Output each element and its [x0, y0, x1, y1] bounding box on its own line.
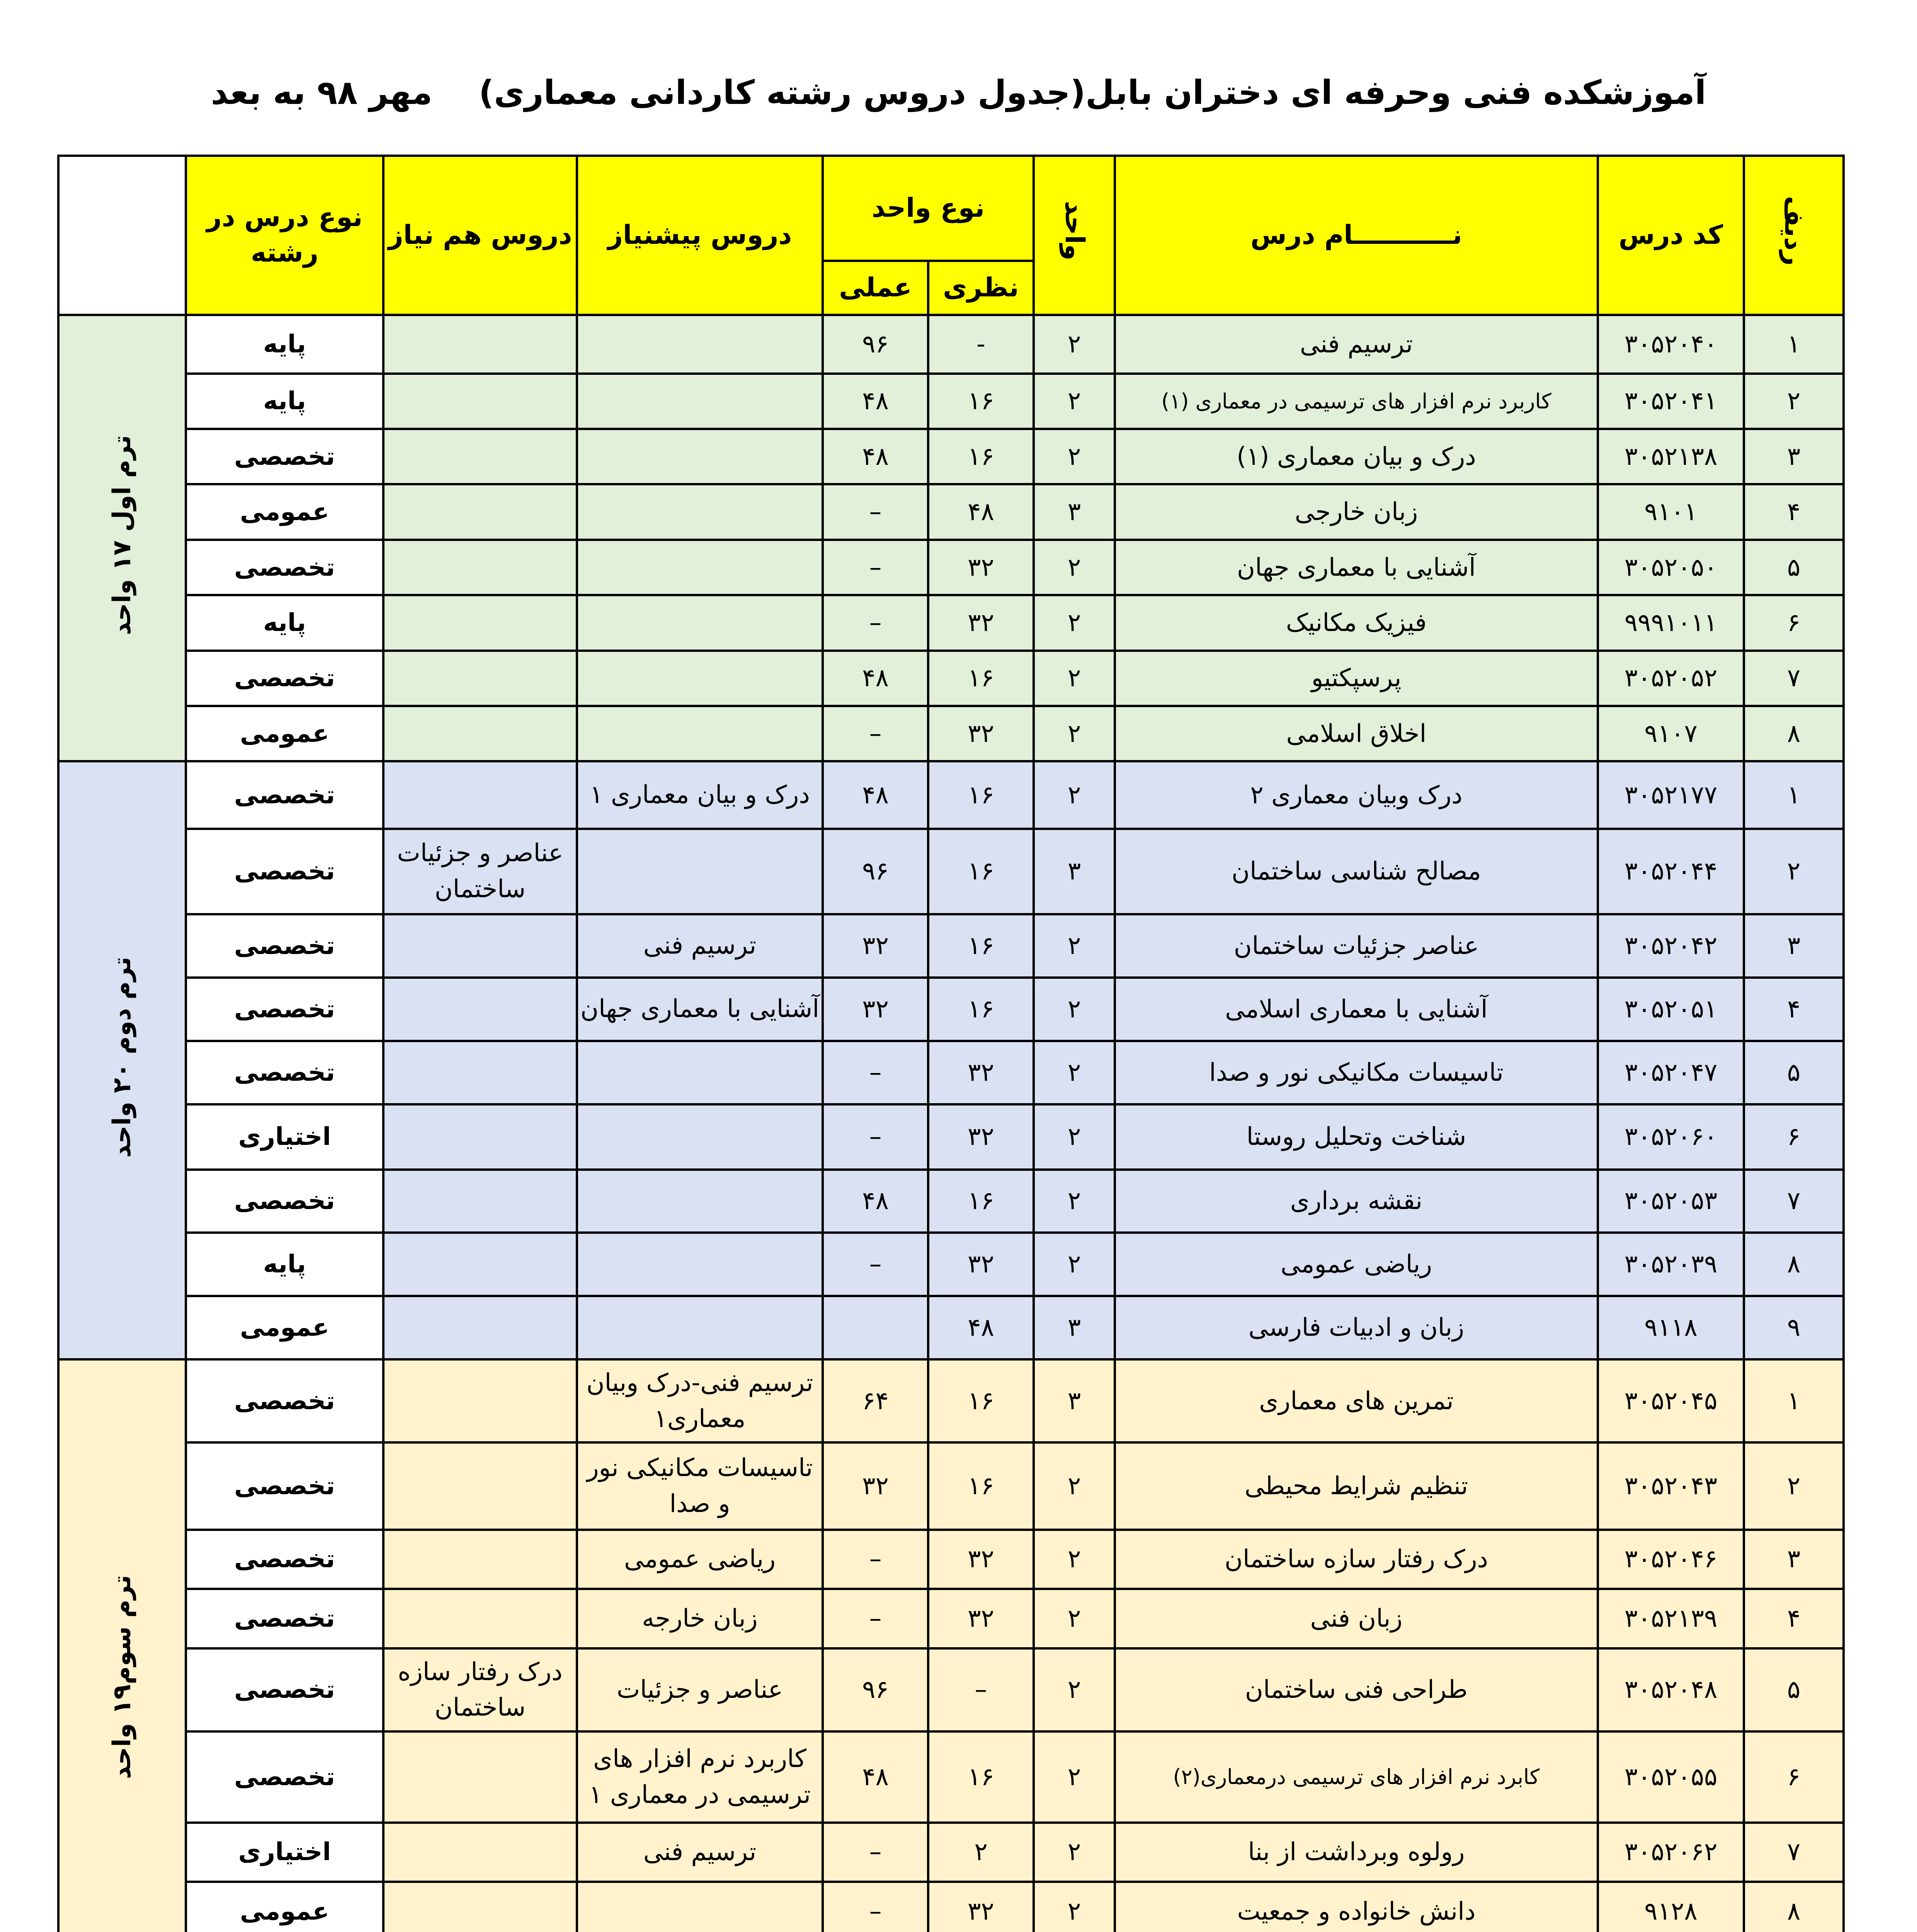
course-code-cell: ۳۰۵۲۰۴۱: [1598, 374, 1744, 429]
prerequisite-cell: ترسیم فنی-درک وبیان معماری۱: [577, 1359, 823, 1442]
theory-hours-cell: ۴۸: [928, 1296, 1034, 1359]
course-name-cell: تاسیسات مکانیکی نور و صدا: [1115, 1041, 1598, 1104]
row-number-cell: ۸: [1744, 1882, 1844, 1932]
table-body: [58, 315, 1844, 1932]
theory-hours-cell: ۳۲: [928, 1882, 1034, 1932]
course-name-cell: درک رفتار سازه ساختمان: [1115, 1530, 1598, 1589]
course-code-cell: ۳۰۵۲۰۴۸: [1598, 1648, 1744, 1731]
header-row-number: ردیف: [1744, 156, 1844, 315]
practical-hours-cell: ۴۸: [823, 374, 928, 429]
course-code-cell: ۹۱۱۸: [1598, 1296, 1744, 1359]
course-code-cell: ۳۰۵۲۰۵۳: [1598, 1170, 1744, 1233]
units-cell: ۲: [1034, 1648, 1115, 1731]
corequisite-cell: [383, 1882, 577, 1932]
theory-hours-cell: –: [928, 1648, 1034, 1731]
row-number-cell: ۷: [1744, 1823, 1844, 1882]
units-cell: ۲: [1034, 978, 1115, 1041]
table-row: [58, 1359, 1844, 1442]
practical-hours-cell: ۳۲: [823, 914, 928, 978]
table-row: [58, 651, 1844, 706]
corequisite-cell: [383, 1530, 577, 1589]
practical-hours-cell: ۳۲: [823, 978, 928, 1041]
theory-hours-cell: ۱۶: [928, 1170, 1034, 1233]
theory-hours-cell: -: [928, 315, 1034, 374]
course-name-cell: شناخت وتحلیل روستا: [1115, 1104, 1598, 1170]
course-code-cell: ۳۰۵۲۰۶۰: [1598, 1104, 1744, 1170]
theory-hours-cell: ۱۶: [928, 1731, 1034, 1823]
course-type-cell: عمومی: [186, 1296, 383, 1359]
course-name-cell: اخلاق اسلامی: [1115, 706, 1598, 761]
corequisite-cell: [383, 540, 577, 595]
practical-hours-cell: –: [823, 484, 928, 539]
corequisite-cell: [383, 706, 577, 761]
course-type-cell: تخصصی: [186, 1359, 383, 1442]
course-name-cell: نقشه برداری: [1115, 1170, 1598, 1233]
header-course-type: نوع درس در رشته: [186, 156, 383, 315]
practical-hours-cell: ۹۶: [823, 315, 928, 374]
units-cell: ۲: [1034, 429, 1115, 484]
table-row: [58, 1648, 1844, 1731]
course-type-cell: تخصصی: [186, 978, 383, 1041]
units-cell: ۲: [1034, 540, 1115, 595]
table-row: [58, 1104, 1844, 1170]
table-row: [58, 1731, 1844, 1823]
header-corequisites: دروس هم نیاز: [383, 156, 577, 315]
practical-hours-cell: ۳۲: [823, 1442, 928, 1529]
practical-hours-cell: –: [823, 595, 928, 650]
units-cell: ۲: [1034, 1530, 1115, 1589]
table-row: [58, 706, 1844, 761]
units-cell: ۲: [1034, 1041, 1115, 1104]
corequisite-cell: [383, 315, 577, 374]
prerequisite-cell: عناصر و جزئیات: [577, 1648, 823, 1731]
row-number-cell: ۸: [1744, 1233, 1844, 1296]
corequisite-cell: [383, 595, 577, 650]
course-name-cell: مصالح شناسی ساختمان: [1115, 829, 1598, 914]
course-type-cell: تخصصی: [186, 651, 383, 706]
course-type-cell: پایه: [186, 374, 383, 429]
row-number-cell: ۱: [1744, 1359, 1844, 1442]
theory-hours-cell: ۳۲: [928, 1233, 1034, 1296]
prerequisite-cell: [577, 374, 823, 429]
course-code-cell: ۹۱۰۷: [1598, 706, 1744, 761]
prerequisite-cell: [577, 651, 823, 706]
theory-hours-cell: ۳۲: [928, 1589, 1034, 1648]
prerequisite-cell: [577, 540, 823, 595]
theory-hours-cell: ۱۶: [928, 1442, 1034, 1529]
course-code-cell: ۳۰۵۲۱۳۸: [1598, 429, 1744, 484]
row-number-cell: ۶: [1744, 595, 1844, 650]
course-name-cell: زبان فنی: [1115, 1589, 1598, 1648]
corequisite-cell: [383, 1731, 577, 1823]
row-number-cell: ۳: [1744, 429, 1844, 484]
units-cell: ۲: [1034, 1442, 1115, 1529]
course-code-cell: ۳۰۵۲۰۴۵: [1598, 1359, 1744, 1442]
corequisite-cell: [383, 1041, 577, 1104]
table-row: [58, 829, 1844, 914]
theory-hours-cell: ۱۶: [928, 761, 1034, 828]
practical-hours-cell: –: [823, 1882, 928, 1932]
theory-hours-cell: ۱۶: [928, 651, 1034, 706]
prerequisite-cell: [577, 315, 823, 374]
theory-hours-cell: ۱۶: [928, 374, 1034, 429]
row-number-cell: ۴: [1744, 484, 1844, 539]
course-type-cell: تخصصی: [186, 914, 383, 978]
corequisite-cell: [383, 484, 577, 539]
units-cell: ۲: [1034, 1589, 1115, 1648]
practical-hours-cell: ۹۶: [823, 1648, 928, 1731]
units-cell: ۲: [1034, 374, 1115, 429]
course-name-cell: آشنایی با معماری جهان: [1115, 540, 1598, 595]
prerequisite-cell: [577, 595, 823, 650]
prerequisite-cell: آشنایی با معماری جهان: [577, 978, 823, 1041]
prerequisite-cell: [577, 429, 823, 484]
practical-hours-cell: ۴۸: [823, 1731, 928, 1823]
units-cell: ۲: [1034, 651, 1115, 706]
corequisite-cell: [383, 1104, 577, 1170]
corequisite-cell: درک رفتار سازه ساختمان: [383, 1648, 577, 1731]
course-code-cell: ۳۰۵۲۰۴۲: [1598, 914, 1744, 978]
prerequisite-cell: کاربرد نرم افزار های ترسیمی در معماری ۱: [577, 1731, 823, 1823]
header-semester-blank: [58, 156, 186, 315]
course-name-cell: عناصر جزئیات ساختمان: [1115, 914, 1598, 978]
header-theory: نظری: [928, 261, 1034, 315]
course-type-cell: پایه: [186, 315, 383, 374]
semester-label-cell: [58, 761, 186, 1359]
units-cell: ۲: [1034, 1823, 1115, 1882]
row-number-cell: ۲: [1744, 829, 1844, 914]
table-row: [58, 1170, 1844, 1233]
row-number-cell: ۵: [1744, 1648, 1844, 1731]
prerequisite-cell: ترسیم فنی: [577, 1823, 823, 1882]
prerequisite-cell: [577, 1233, 823, 1296]
table-row: [58, 1233, 1844, 1296]
course-type-cell: تخصصی: [186, 761, 383, 828]
row-number-cell: ۶: [1744, 1104, 1844, 1170]
table-row: [58, 595, 1844, 650]
theory-hours-cell: ۱۶: [928, 978, 1034, 1041]
units-cell: ۳: [1034, 829, 1115, 914]
row-number-cell: ۱: [1744, 315, 1844, 374]
course-code-cell: ۳۰۵۲۰۵۲: [1598, 651, 1744, 706]
corequisite-cell: [383, 1233, 577, 1296]
units-cell: ۲: [1034, 1233, 1115, 1296]
corequisite-cell: [383, 1589, 577, 1648]
theory-hours-cell: ۱۶: [928, 914, 1034, 978]
course-type-cell: تخصصی: [186, 540, 383, 595]
table-row: [58, 978, 1844, 1041]
semester-label-cell: [58, 1359, 186, 1932]
practical-hours-cell: [823, 1296, 928, 1359]
header-course-code: کد درس: [1598, 156, 1744, 315]
units-cell: ۲: [1034, 595, 1115, 650]
course-type-cell: تخصصی: [186, 1041, 383, 1104]
units-cell: ۲: [1034, 315, 1115, 374]
course-type-cell: اختیاری: [186, 1823, 383, 1882]
course-type-cell: عمومی: [186, 484, 383, 539]
row-number-cell: ۹: [1744, 1296, 1844, 1359]
row-number-cell: ۳: [1744, 1530, 1844, 1589]
practical-hours-cell: –: [823, 1041, 928, 1104]
theory-hours-cell: ۳۲: [928, 1104, 1034, 1170]
theory-hours-cell: ۱۶: [928, 429, 1034, 484]
course-code-cell: ۳۰۵۲۰۵۱: [1598, 978, 1744, 1041]
units-cell: ۳: [1034, 1359, 1115, 1442]
practical-hours-cell: ۴۸: [823, 429, 928, 484]
row-number-cell: ۲: [1744, 374, 1844, 429]
corequisite-cell: [383, 429, 577, 484]
units-cell: ۲: [1034, 1104, 1115, 1170]
table-row: [58, 761, 1844, 828]
practical-hours-cell: –: [823, 1104, 928, 1170]
units-cell: ۲: [1034, 1170, 1115, 1233]
prerequisite-cell: ترسیم فنی: [577, 914, 823, 978]
prerequisite-cell: زبان خارجه: [577, 1589, 823, 1648]
prerequisite-cell: [577, 829, 823, 914]
table-row: [58, 1589, 1844, 1648]
course-code-cell: ۹۱۲۸: [1598, 1882, 1744, 1932]
units-cell: ۲: [1034, 706, 1115, 761]
course-type-cell: عمومی: [186, 1882, 383, 1932]
course-type-cell: تخصصی: [186, 829, 383, 914]
table-header: [58, 156, 1844, 315]
prerequisite-cell: [577, 1170, 823, 1233]
course-type-cell: تخصصی: [186, 1589, 383, 1648]
corequisite-cell: [383, 914, 577, 978]
row-number-cell: ۲: [1744, 1442, 1844, 1529]
row-number-cell: ۸: [1744, 706, 1844, 761]
row-number-cell: ۵: [1744, 540, 1844, 595]
theory-hours-cell: ۳۲: [928, 540, 1034, 595]
course-type-cell: اختیاری: [186, 1104, 383, 1170]
header-practical: عملی: [823, 261, 928, 315]
table-row: [58, 1041, 1844, 1104]
header-unit-type: نوع واحد: [823, 156, 1034, 261]
course-type-cell: تخصصی: [186, 429, 383, 484]
course-name-cell: ریاضی عمومی: [1115, 1233, 1598, 1296]
practical-hours-cell: –: [823, 540, 928, 595]
course-code-cell: ۳۰۵۲۱۷۷: [1598, 761, 1744, 828]
prerequisite-cell: [577, 1882, 823, 1932]
prerequisite-cell: [577, 1041, 823, 1104]
prerequisite-cell: [577, 706, 823, 761]
title-date: مهر ۹۸ به بعد: [211, 73, 433, 112]
corequisite-cell: [383, 651, 577, 706]
corequisite-cell: [383, 1823, 577, 1882]
header-units: واحد: [1034, 156, 1115, 315]
row-number-cell: ۷: [1744, 1170, 1844, 1233]
course-type-cell: تخصصی: [186, 1648, 383, 1731]
prerequisite-cell: [577, 1296, 823, 1359]
table-row: [58, 540, 1844, 595]
course-name-cell: درک و بیان معماری (۱): [1115, 429, 1598, 484]
corequisite-cell: [383, 1296, 577, 1359]
practical-hours-cell: –: [823, 1233, 928, 1296]
row-number-cell: ۴: [1744, 978, 1844, 1041]
course-name-cell: ترسیم فنی: [1115, 315, 1598, 374]
row-number-cell: ۷: [1744, 651, 1844, 706]
course-code-cell: ۳۰۵۲۰۴۷: [1598, 1041, 1744, 1104]
page-title: [0, 73, 1917, 112]
course-type-cell: تخصصی: [186, 1442, 383, 1529]
course-name-cell: فیزیک مکانیک: [1115, 595, 1598, 650]
practical-hours-cell: –: [823, 1530, 928, 1589]
table-row: [58, 484, 1844, 539]
prerequisite-cell: [577, 484, 823, 539]
corequisite-cell: [383, 374, 577, 429]
course-type-cell: تخصصی: [186, 1731, 383, 1823]
course-code-cell: ۳۰۵۲۰۴۴: [1598, 829, 1744, 914]
table-row: [58, 315, 1844, 374]
course-name-cell: کاربرد نرم افزار های ترسیمی در معماری (۱): [1115, 374, 1598, 429]
theory-hours-cell: ۳۲: [928, 1530, 1034, 1589]
theory-hours-cell: ۱۶: [928, 1359, 1034, 1442]
table-row: [58, 1442, 1844, 1529]
course-name-cell: دانش خانواده و جمعیت: [1115, 1882, 1598, 1932]
course-name-cell: پرسپکتیو: [1115, 651, 1598, 706]
course-name-cell: آشنایی با معماری اسلامی: [1115, 978, 1598, 1041]
course-type-cell: عمومی: [186, 706, 383, 761]
corequisite-cell: [383, 1170, 577, 1233]
row-number-cell: ۶: [1744, 1731, 1844, 1823]
units-cell: ۲: [1034, 914, 1115, 978]
course-name-cell: تمرین های معماری: [1115, 1359, 1598, 1442]
prerequisite-cell: تاسیسات مکانیکی نور و صدا: [577, 1442, 823, 1529]
table-row: [58, 1530, 1844, 1589]
course-name-cell: طراحی فنی ساختمان: [1115, 1648, 1598, 1731]
course-code-cell: ۳۰۵۲۰۶۲: [1598, 1823, 1744, 1882]
title-text: آموزشکده فنی وحرفه ای دختران بابل(جدول دروس رشته کاردانی معماری): [479, 73, 1706, 112]
header-course-name: نـــــــــــام درس: [1115, 156, 1598, 315]
semester-label-cell: [58, 315, 186, 761]
course-type-cell: پایه: [186, 1233, 383, 1296]
prerequisite-cell: درک و بیان معماری ۱: [577, 761, 823, 828]
course-code-cell: ۳۰۵۲۰۳۹: [1598, 1233, 1744, 1296]
course-name-cell: کابرد نرم افزار های ترسیمی درمعماری(۲): [1115, 1731, 1598, 1823]
course-name-cell: درک وبیان معماری ۲: [1115, 761, 1598, 828]
corequisite-cell: [383, 761, 577, 828]
units-cell: ۳: [1034, 1296, 1115, 1359]
corequisite-cell: [383, 978, 577, 1041]
course-table: [57, 155, 1845, 1932]
course-code-cell: ۹۱۰۱: [1598, 484, 1744, 539]
table-row: [58, 1823, 1844, 1882]
units-cell: ۲: [1034, 1882, 1115, 1932]
course-name-cell: زبان خارجی: [1115, 484, 1598, 539]
table-row: [58, 374, 1844, 429]
header-prerequisites: دروس پیشنیاز: [577, 156, 823, 315]
table-row: [58, 429, 1844, 484]
theory-hours-cell: ۲: [928, 1823, 1034, 1882]
course-code-cell: ۳۰۵۲۰۴۰: [1598, 315, 1744, 374]
course-type-cell: پایه: [186, 595, 383, 650]
practical-hours-cell: –: [823, 1589, 928, 1648]
course-type-cell: تخصصی: [186, 1170, 383, 1233]
course-name-cell: زبان و ادبیات فارسی: [1115, 1296, 1598, 1359]
practical-hours-cell: ۴۸: [823, 651, 928, 706]
course-name-cell: رولوه وبرداشت از بنا: [1115, 1823, 1598, 1882]
practical-hours-cell: ۴۸: [823, 1170, 928, 1233]
theory-hours-cell: ۳۲: [928, 1041, 1034, 1104]
units-cell: ۲: [1034, 1731, 1115, 1823]
row-number-cell: ۱: [1744, 761, 1844, 828]
row-number-cell: ۳: [1744, 914, 1844, 978]
theory-hours-cell: ۱۶: [928, 829, 1034, 914]
practical-hours-cell: ۹۶: [823, 829, 928, 914]
theory-hours-cell: ۳۲: [928, 706, 1034, 761]
table-row: [58, 1296, 1844, 1359]
practical-hours-cell: –: [823, 706, 928, 761]
table-row: [58, 914, 1844, 978]
course-code-cell: ۳۰۵۲۱۳۹: [1598, 1589, 1744, 1648]
corequisite-cell: [383, 1359, 577, 1442]
course-code-cell: ۳۰۵۲۰۵۰: [1598, 540, 1744, 595]
prerequisite-cell: [577, 1104, 823, 1170]
theory-hours-cell: ۴۸: [928, 484, 1034, 539]
row-number-cell: ۵: [1744, 1041, 1844, 1104]
table-row: [58, 1882, 1844, 1932]
theory-hours-cell: ۳۲: [928, 595, 1034, 650]
semester-label: ترم سوم۱۹ واحد: [108, 1575, 136, 1779]
prerequisite-cell: ریاضی عمومی: [577, 1530, 823, 1589]
practical-hours-cell: –: [823, 1823, 928, 1882]
corequisite-cell: [383, 1442, 577, 1529]
course-name-cell: تنظیم شرایط محیطی: [1115, 1442, 1598, 1529]
semester-label: ترم دوم ۲۰ واحد: [108, 957, 136, 1158]
units-cell: ۲: [1034, 761, 1115, 828]
course-code-cell: ۹۹۹۱۰۱۱: [1598, 595, 1744, 650]
corequisite-cell: عناصر و جزئیات ساختمان: [383, 829, 577, 914]
course-code-cell: ۳۰۵۲۰۵۵: [1598, 1731, 1744, 1823]
row-number-cell: ۴: [1744, 1589, 1844, 1648]
semester-label: ترم اول ۱۷ واحد: [108, 435, 136, 635]
course-code-cell: ۳۰۵۲۰۴۶: [1598, 1530, 1744, 1589]
units-cell: ۳: [1034, 484, 1115, 539]
practical-hours-cell: ۴۸: [823, 761, 928, 828]
course-type-cell: تخصصی: [186, 1530, 383, 1589]
practical-hours-cell: ۶۴: [823, 1359, 928, 1442]
course-code-cell: ۳۰۵۲۰۴۳: [1598, 1442, 1744, 1529]
